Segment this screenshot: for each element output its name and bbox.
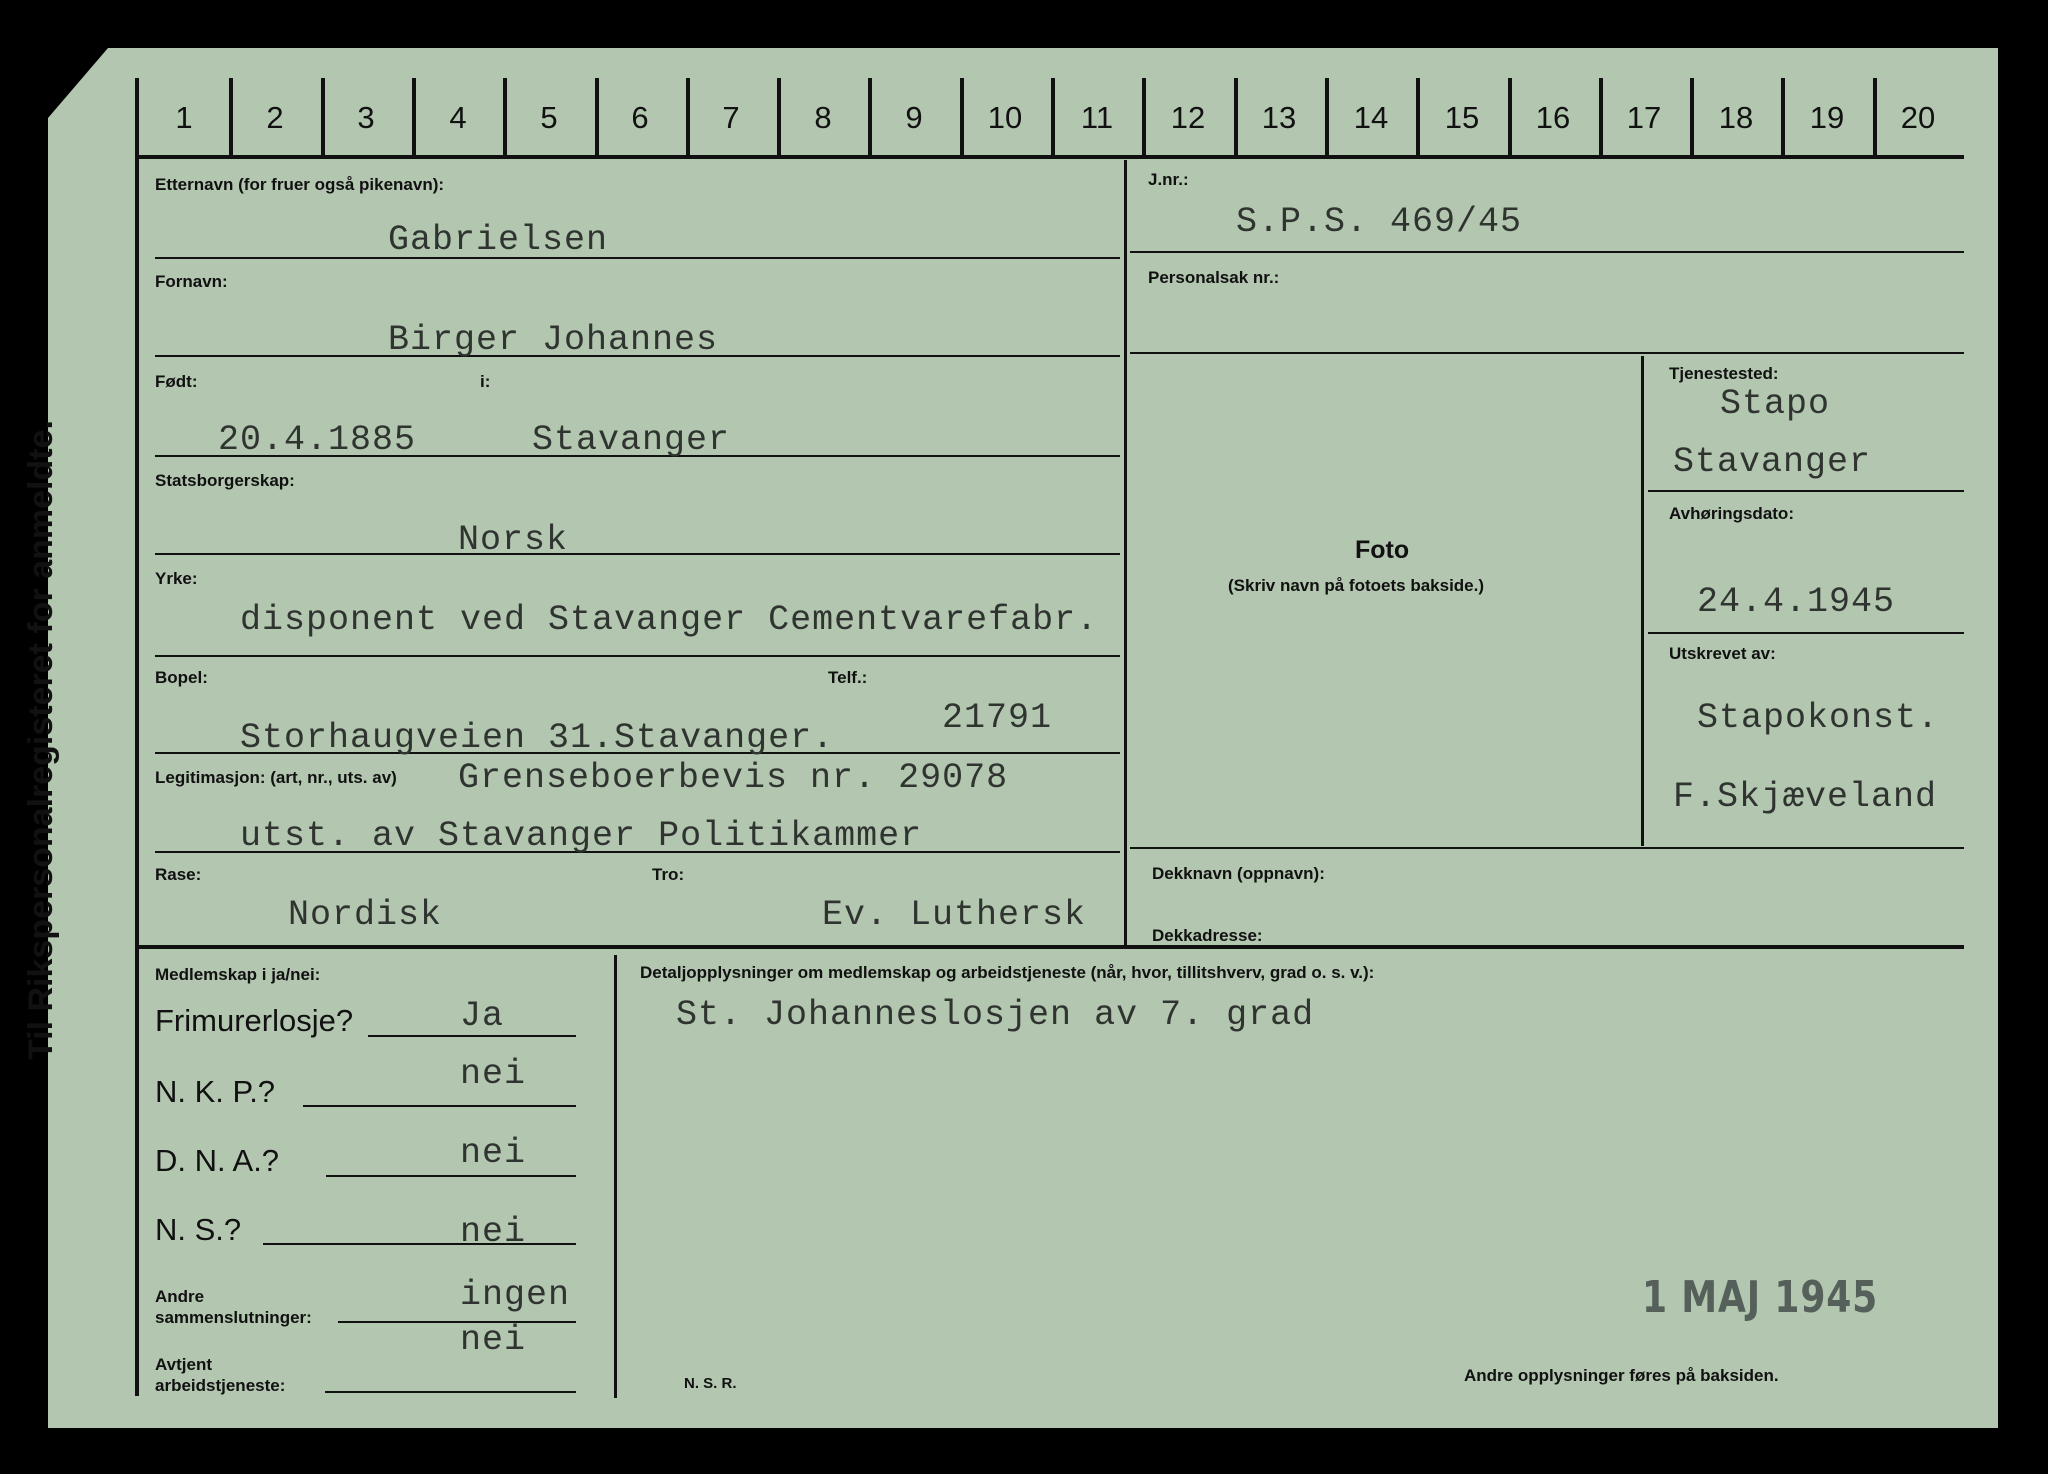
column-divider [1873, 78, 1877, 156]
telf-label: Telf.: [828, 668, 868, 687]
yrke-label: Yrke: [155, 569, 198, 588]
foto-label: Foto [1355, 536, 1410, 564]
etternavn-value: Gabrielsen [388, 220, 609, 260]
rule [263, 1243, 576, 1245]
andre-label-2: sammenslutninger: [155, 1308, 312, 1327]
column-divider [1142, 78, 1146, 156]
column-number: 5 [540, 100, 558, 135]
rule [1130, 847, 1964, 849]
tjenestested-value-2: Stavanger [1673, 442, 1872, 482]
column-divider [229, 78, 233, 156]
column-divider [868, 78, 872, 156]
column-divider [1325, 78, 1329, 156]
column-divider [595, 78, 599, 156]
rase-value: Nordisk [288, 895, 443, 935]
nkp-value: nei [460, 1054, 527, 1094]
column-divider [1051, 78, 1055, 156]
column-number: 3 [357, 100, 375, 135]
rule [1648, 490, 1964, 492]
mid-rule [138, 945, 1964, 949]
column-number: 9 [905, 100, 923, 135]
andre-label-1: Andre [155, 1287, 205, 1306]
dna-label: D. N. A.? [155, 1143, 280, 1178]
nsr-mark: N. S. R. [684, 1375, 737, 1392]
jnr-label: J.nr.: [1148, 170, 1189, 189]
rule [155, 257, 1120, 259]
fodested-value: Stavanger [532, 420, 731, 460]
column-number: 7 [722, 100, 740, 135]
detalj-label: Detaljopplysninger om medlemskap og arbeidstjeneste (når, hvor, tillitshverv, grad o. s. v.): [640, 963, 1375, 982]
column-number: 10 [987, 100, 1023, 135]
fodt-value: 20.4.1885 [218, 420, 417, 460]
rule [155, 655, 1120, 657]
column-divider [1416, 78, 1420, 156]
statsborgerskap-label: Statsborgerskap: [155, 471, 295, 490]
column-number: 18 [1718, 100, 1754, 135]
rule [155, 553, 1120, 555]
rule [326, 1175, 576, 1177]
fornavn-value: Birger Johannes [388, 320, 719, 360]
center-divider [1124, 160, 1127, 948]
right-divider [1641, 356, 1644, 846]
foto-note: (Skriv navn på fotoets bakside.) [1228, 576, 1485, 595]
column-number: 4 [449, 100, 467, 135]
nkp-label: N. K. P.? [155, 1074, 276, 1109]
avtjent-label-1: Avtjent [155, 1355, 212, 1374]
rule [325, 1391, 576, 1393]
avhoringsdato-label: Avhøringsdato: [1669, 504, 1794, 523]
frimurer-value: Ja [460, 996, 505, 1036]
frimurer-label: Frimurerlosje? [155, 1003, 354, 1038]
tro-value: Ev. Luthersk [822, 895, 1087, 935]
utskrevet-label: Utskrevet av: [1669, 644, 1776, 663]
column-divider [1781, 78, 1785, 156]
tjenestested-value-1: Stapo [1720, 384, 1831, 424]
fodested-label: i: [480, 372, 491, 391]
column-number: 11 [1080, 100, 1114, 135]
dekknavn-label: Dekknavn (oppnavn): [1152, 864, 1325, 883]
utskrevet-value-2: F.Skjæveland [1673, 777, 1938, 817]
column-divider [1508, 78, 1512, 156]
tjenestested-label: Tjenestested: [1669, 364, 1779, 383]
detalj-value: St. Johanneslosjen av 7. grad [676, 995, 1315, 1035]
rule [303, 1105, 576, 1107]
medlemskap-label: Medlemskap i ja/nei: [155, 965, 321, 984]
tro-label: Tro: [652, 865, 685, 884]
statsborgerskap-value: Norsk [458, 520, 569, 560]
legitimasjon-label: Legitimasjon: (art, nr., uts. av) [155, 768, 397, 787]
column-number: 6 [631, 100, 649, 135]
legitimasjon-value-1: Grenseboerbevis nr. 29078 [458, 758, 1009, 798]
column-divider [1599, 78, 1603, 156]
column-number: 8 [814, 100, 832, 135]
andre-value: ingen [460, 1275, 571, 1315]
column-divider [1690, 78, 1694, 156]
left-border [135, 78, 139, 1396]
telf-value: 21791 [942, 698, 1053, 738]
column-number: 20 [1900, 100, 1936, 135]
date-stamp: 1 MAJ 1945 [1642, 1272, 1879, 1323]
yrke-value: disponent ved Stavanger Cementvarefabr. [240, 600, 1099, 640]
dna-value: nei [460, 1133, 527, 1173]
column-divider [1234, 78, 1238, 156]
column-divider [503, 78, 507, 156]
utskrevet-value-1: Stapokonst. [1697, 698, 1940, 738]
footer-note: Andre opplysninger føres på baksiden. [1464, 1366, 1779, 1385]
jnr-value: S.P.S. 469/45 [1236, 202, 1523, 242]
column-number: 15 [1444, 100, 1480, 135]
rase-label: Rase: [155, 865, 202, 884]
column-number: 12 [1170, 100, 1206, 135]
column-number: 17 [1626, 100, 1662, 135]
column-number: 1 [175, 100, 193, 135]
ns-value: nei [460, 1212, 527, 1252]
column-divider [321, 78, 325, 156]
rule [1130, 352, 1964, 354]
personalsak-label: Personalsak nr.: [1148, 268, 1280, 287]
avhoringsdato-value: 24.4.1945 [1697, 582, 1896, 622]
rule [1130, 251, 1964, 253]
column-number: 13 [1261, 100, 1297, 135]
fodt-label: Født: [155, 372, 198, 391]
rule [338, 1321, 576, 1323]
dekkadresse-label: Dekkadresse: [1152, 926, 1263, 945]
etternavn-label: Etternavn (for fruer også pikenavn): [155, 175, 445, 194]
legitimasjon-value-2: utst. av Stavanger Politikammer [240, 816, 923, 856]
side-title: Til Rikspersonalregisteret for anmeldte. [22, 420, 60, 1060]
ns-label: N. S.? [155, 1212, 242, 1247]
column-number: 14 [1353, 100, 1389, 135]
fornavn-label: Fornavn: [155, 272, 228, 291]
column-divider [960, 78, 964, 156]
avtjent-value: nei [460, 1320, 527, 1360]
bottom-divider [614, 955, 617, 1398]
column-number: 2 [266, 100, 284, 135]
column-number: 19 [1809, 100, 1845, 135]
bopel-label: Bopel: [155, 668, 208, 687]
rule [1648, 632, 1964, 634]
avtjent-label-2: arbeidstjeneste: [155, 1376, 286, 1395]
column-number: 16 [1535, 100, 1571, 135]
column-divider [686, 78, 690, 156]
bopel-value: Storhaugveien 31.Stavanger. [240, 718, 835, 758]
column-divider [777, 78, 781, 156]
column-divider [412, 78, 416, 156]
